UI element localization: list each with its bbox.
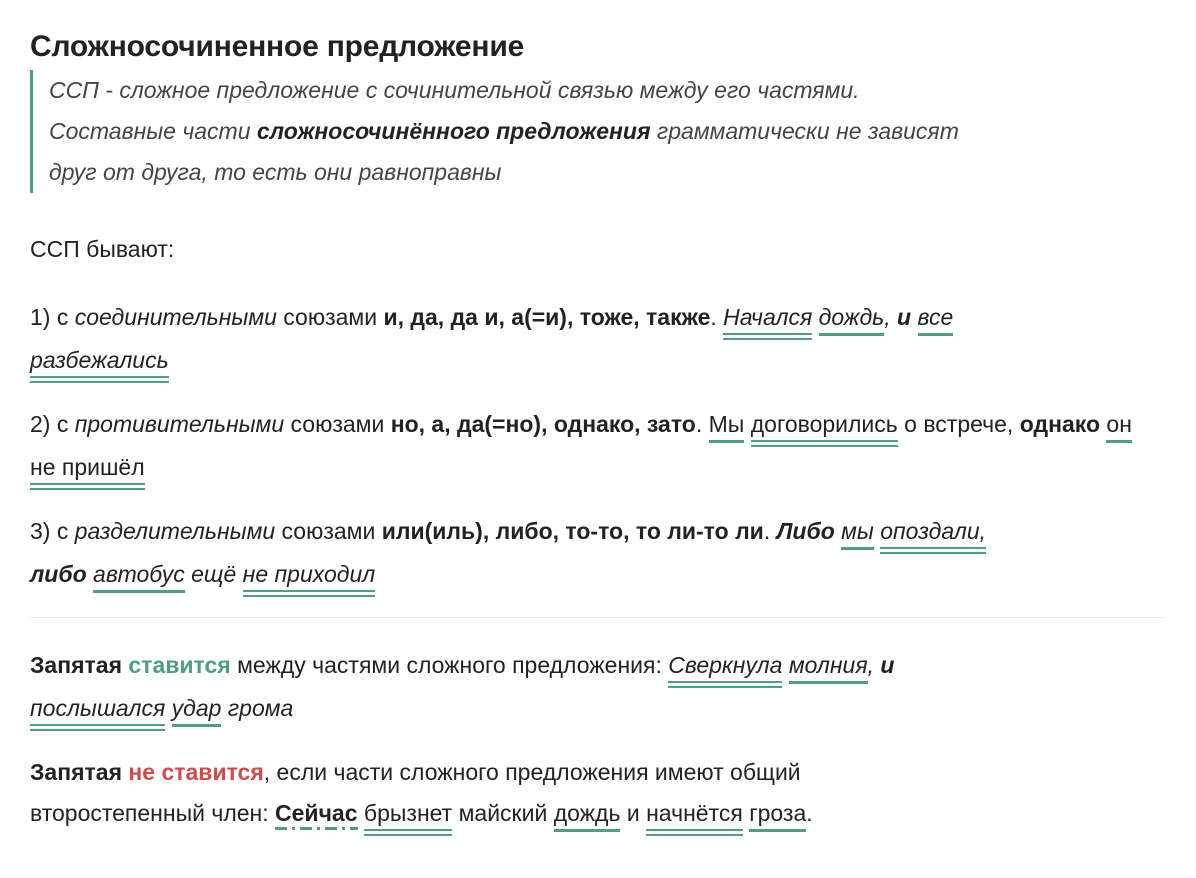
example-text: ещё	[184, 561, 243, 587]
item-text: союзами	[284, 411, 391, 437]
subject-word: удар	[172, 695, 222, 727]
example-text: майский	[452, 800, 554, 826]
example-text: и	[620, 800, 647, 826]
subject-word: мы	[841, 518, 874, 550]
example-conjunction: однако	[1019, 411, 1101, 437]
list-item-2	[30, 404, 1160, 490]
definition-quote	[30, 70, 1169, 193]
rule-lead: Запятая	[30, 652, 122, 678]
rule-text-body: между частями сложного предложения:	[230, 652, 669, 678]
page-title: Сложносочиненное предложение	[30, 30, 525, 63]
example-text: грома	[221, 695, 294, 721]
quote-text: Составные части	[49, 118, 257, 144]
example-text: о встрече,	[897, 411, 1020, 437]
conjunction-type: противительными	[74, 411, 285, 437]
intro-line: ССП бывают:	[30, 236, 175, 262]
predicate-word: не пришёл	[30, 454, 145, 490]
subject-word: молния	[789, 652, 868, 684]
quote-line-3: друг от друга, то есть они равноправны	[49, 159, 502, 185]
predicate-word: начнётся	[646, 800, 743, 836]
subject-word: гроза	[749, 800, 806, 832]
conjunction-list: но, а, да(=но), однако, зато	[390, 411, 696, 437]
rule-text	[30, 645, 1160, 731]
predicate-word: Начался	[723, 304, 812, 340]
list-item-text	[30, 297, 1160, 383]
predicate-word: послышался	[30, 695, 165, 731]
predicate-word: брызнет	[364, 800, 452, 836]
item-text: .	[695, 411, 709, 437]
predicate-word: опоздали,	[880, 518, 986, 554]
predicate-word: разбежались	[30, 347, 169, 383]
example-conjunction: либо	[30, 561, 87, 587]
conjunction-type: соединительными	[74, 304, 277, 330]
rule-lead: Запятая	[30, 759, 122, 785]
list-item-1	[30, 297, 1160, 383]
list-item-text	[30, 404, 1160, 490]
rule-status-positive: ставится	[128, 652, 231, 678]
list-item-3	[30, 511, 1160, 597]
rule-text-body: , если части сложного предложения имеют общий	[263, 759, 801, 785]
subject-word: он	[1106, 411, 1132, 443]
conjunction-list: или(иль), либо, то-то, то ли-то ли	[381, 518, 764, 544]
intro-text	[30, 229, 1160, 270]
example-conjunction: Либо	[776, 518, 835, 544]
example-conjunction: и	[880, 652, 895, 678]
list-item-text	[30, 511, 1160, 597]
subject-word: все	[918, 304, 954, 336]
section-divider	[30, 617, 1164, 618]
punctuation: .	[806, 800, 813, 826]
rule-status-negative: не ставится	[128, 759, 264, 785]
circumstance-word: Сейчас	[275, 800, 357, 830]
quote-text: грамматически не зависят	[650, 118, 959, 144]
punctuation: ,	[867, 652, 874, 678]
rule-text-body: второстепенный член:	[30, 800, 276, 826]
item-prefix: 3) с	[30, 518, 75, 544]
quote-line-1: ССП - сложное предложение с сочинительной связью между его частями.	[49, 77, 860, 103]
subject-word: дождь	[819, 304, 885, 336]
item-text: союзами	[276, 304, 384, 330]
subject-word: Мы	[709, 411, 745, 443]
conjunction-list: и, да, да и, а(=и), тоже, также	[383, 304, 711, 330]
subject-word: автобус	[93, 561, 185, 593]
item-text: .	[710, 304, 724, 330]
item-text: .	[763, 518, 777, 544]
predicate-word: Сверкнула	[668, 652, 782, 688]
comma-rule-1	[30, 645, 1160, 731]
item-prefix: 1) с	[30, 304, 75, 330]
comma-rule-2	[30, 752, 1160, 836]
predicate-word: не приходил	[243, 561, 376, 597]
rule-text	[30, 752, 1160, 836]
quote-bold-term: сложносочинённого предложения	[256, 118, 651, 144]
subject-word: дождь	[554, 800, 621, 832]
conjunction-type: разделительными	[74, 518, 276, 544]
item-text: союзами	[275, 518, 382, 544]
quote-line-2	[49, 111, 1169, 152]
predicate-word: договорились	[751, 411, 898, 447]
punctuation: ,	[884, 304, 898, 330]
item-prefix: 2) с	[30, 411, 75, 437]
example-conjunction: и	[897, 304, 912, 330]
